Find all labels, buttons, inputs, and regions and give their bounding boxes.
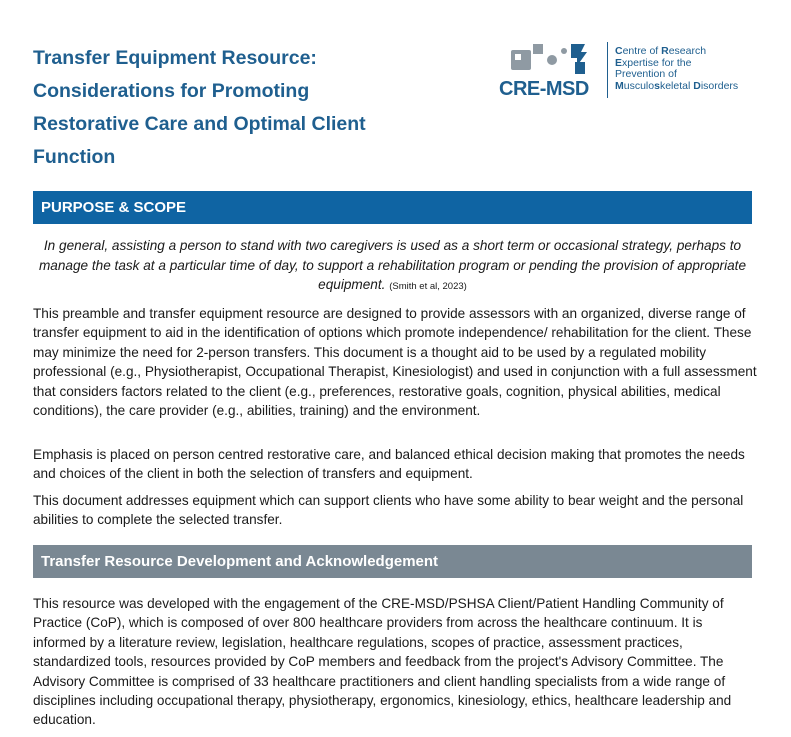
logo-name-line: Expertise for the bbox=[615, 56, 692, 69]
cre-msd-logo bbox=[499, 40, 769, 100]
logo-name-line: Centre of Research bbox=[615, 45, 707, 57]
logo-name-line: Prevention of bbox=[615, 68, 677, 80]
section-heading-purpose-scope: PURPOSE & SCOPE bbox=[33, 191, 752, 224]
logo-divider bbox=[607, 42, 608, 98]
title-line: Function bbox=[33, 146, 116, 168]
title-line: Transfer Equipment Resource: bbox=[33, 47, 317, 69]
section-heading-development: Transfer Resource Development and Acknowledgement bbox=[33, 545, 752, 578]
purpose-paragraph-1: This preamble and transfer equipment resource are designed to provide assessors with an organized, diverse range of transfer equipment to aid in the identification of options which promote independence/ rehabilitation for the client. These may minimize the need for 2-person transfers. This document is a thought aid to be used by a regulated mobility professional (e.g., Physiotherapist, Occupational Therapist, Kinesiologist) and used in conjunction with a full assessment that considers factors related to the client (e.g., preferences, restorative goals, cognition, physical abilities, medical conditions), the care provider (e.g., abilities, training) and the environment. bbox=[33, 306, 757, 419]
title-line: Considerations for Promoting bbox=[33, 80, 310, 102]
document-title bbox=[33, 42, 473, 174]
development-paragraph-1: This resource was developed with the engagement of the CRE-MSD/PSHSA Client/Patient Handling Community of Practice (CoP), which is composed of over 800 healthcare providers from across the healthcare continuum. It is informed by a literature review, legislation, healthcare regulations, scopes of practice, assessment practices, standardized tools, resources provided by CoP members and feedback from the project's Advisory Committee. The Advisory Committee is comprised of 33 healthcare practitioners and client handling specialists from a wide range of disciplines including occupational therapy, physiotherapy, ergonomics, kinesiology, ethics, healthcare leadership and education. bbox=[33, 596, 732, 728]
logo-organization-name bbox=[615, 46, 738, 92]
purpose-paragraph-2: Emphasis is placed on person centred restorative care, and balanced ethical decision making that promotes the needs and choices of the client in both the selection of transfers and equipment. bbox=[33, 447, 745, 482]
purpose-quote bbox=[33, 236, 752, 297]
title-line: Restorative Care and Optimal Client bbox=[33, 113, 366, 135]
quote-citation: (Smith et al, 2023) bbox=[389, 281, 467, 292]
purpose-paragraph-3: This document addresses equipment which can support clients who have some ability to bear weight and the personal abilities to complete the selected transfer. bbox=[33, 493, 744, 528]
logo-wordmark: CRE-MSD bbox=[499, 78, 589, 100]
logo-name-line: Musculoskeletal Disorders bbox=[615, 79, 739, 92]
cre-msd-logo-mark-icon bbox=[507, 40, 597, 82]
quote-text: In general, assisting a person to stand with two caregivers is used as a short term or occasional strategy, perhaps to manage the task at a particular time of day, to support a rehabilitation program or pending the provision of appropriate equipment. bbox=[38, 238, 747, 292]
